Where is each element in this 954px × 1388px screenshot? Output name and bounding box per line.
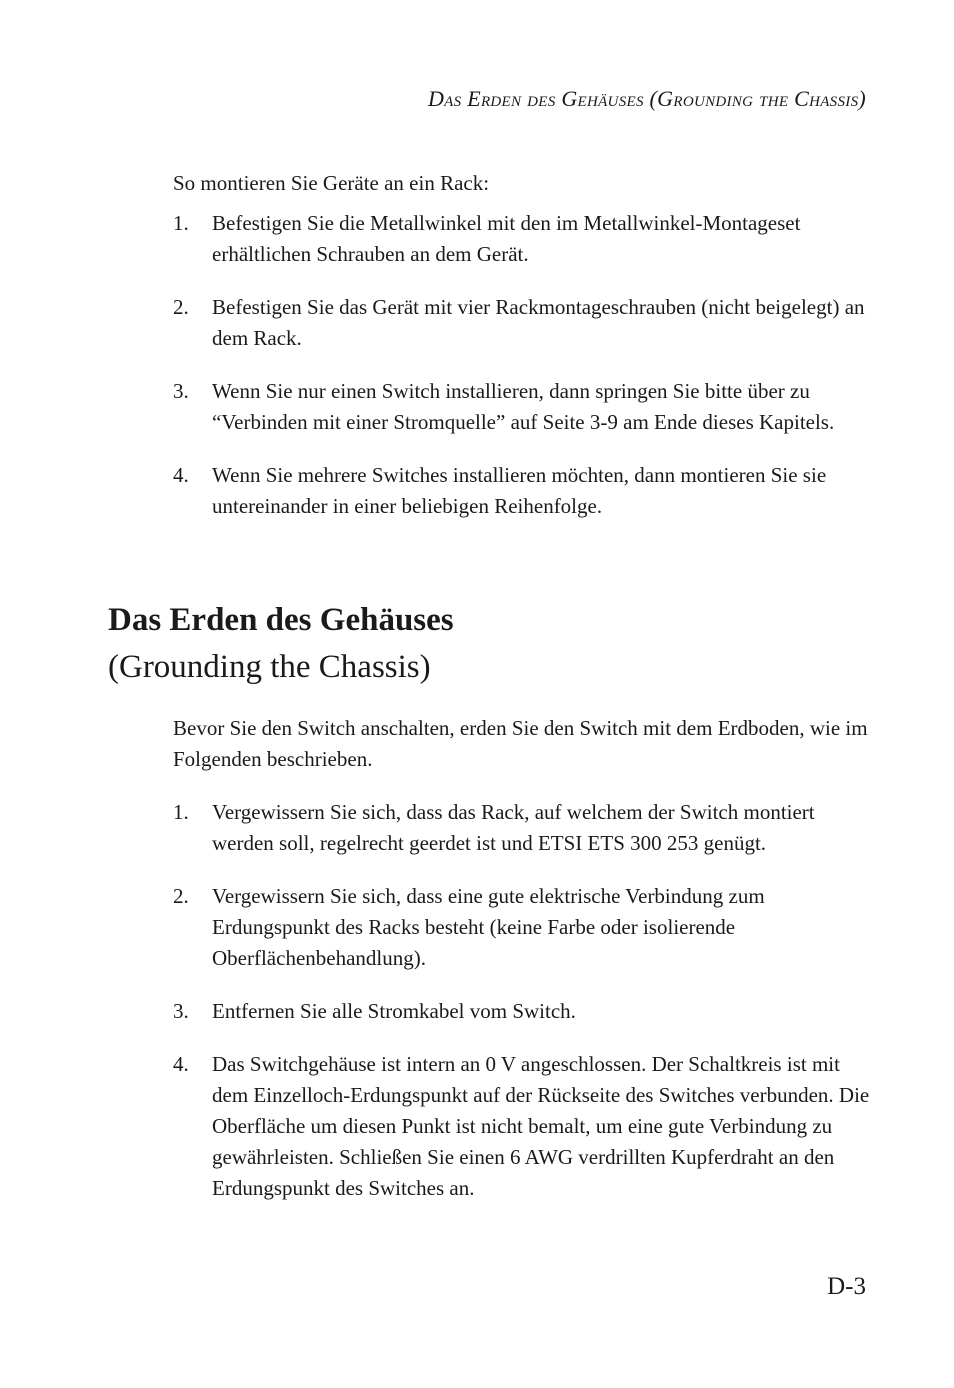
step-number: 3. xyxy=(173,999,189,1023)
list-item xyxy=(173,881,873,974)
list-item xyxy=(173,460,873,522)
section-title: Das Erden des Gehäuses xyxy=(108,602,454,638)
section2-steps xyxy=(173,797,873,1226)
list-item xyxy=(173,996,873,1027)
section-subtitle: (Grounding the Chassis) xyxy=(108,649,431,685)
running-head: Das Erden des Gehäuses (Grounding the Chassis) xyxy=(427,86,866,111)
step-text: Vergewissern Sie sich, dass eine gute elektrische Verbindung zum Erdungspunkt des Racks besteht (keine Farbe oder isolierende Oberflächenbehandlung). xyxy=(212,884,765,970)
section1-intro: So montieren Sie Geräte an ein Rack: xyxy=(173,171,490,195)
step-text: Wenn Sie mehrere Switches installieren möchten, dann montieren Sie sie untereinander in einer beliebigen Reihenfolge. xyxy=(212,463,827,518)
step-text: Vergewissern Sie sich, dass das Rack, auf welchem der Switch montiert werden soll, regelrecht geerdet ist und ETSI ETS 300 253 genügt. xyxy=(212,800,815,855)
list-item xyxy=(173,208,873,270)
list-item xyxy=(173,376,873,438)
step-number: 4. xyxy=(173,1052,189,1076)
step-text: Befestigen Sie die Metallwinkel mit den im Metallwinkel-Montageset erhältlichen Schrauben an dem Gerät. xyxy=(212,211,801,266)
step-number: 1. xyxy=(173,211,189,235)
step-number: 2. xyxy=(173,295,189,319)
list-item xyxy=(173,797,873,859)
list-item xyxy=(173,1049,873,1204)
step-text: Wenn Sie nur einen Switch installieren, dann springen Sie bitte über zu “Verbinden mit einer Stromquelle” auf Seite 3-9 am Ende dieses Kapitels. xyxy=(212,379,835,434)
list-item xyxy=(173,292,873,354)
step-text: Entfernen Sie alle Stromkabel vom Switch. xyxy=(212,999,576,1023)
step-text: Befestigen Sie das Gerät mit vier Rackmontageschrauben (nicht beigelegt) an dem Rack. xyxy=(212,295,865,350)
page-number: D-3 xyxy=(827,1273,866,1300)
section2-intro: Bevor Sie den Switch anschalten, erden Sie den Switch mit dem Erdboden, wie im Folgenden beschrieben. xyxy=(173,716,868,771)
step-number: 3. xyxy=(173,379,189,403)
step-text: Das Switchgehäuse ist intern an 0 V angeschlossen. Der Schaltkreis ist mit dem Einzelloch-Erdungspunkt auf der Rückseite des Switches verbunden. Die Oberfläche um diesen Punkt ist nicht bemalt, um eine gute Verbindung zu gewährleisten. Schließen Sie einen 6 AWG verdrillten Kupferdraht an den Erdungspunkt des Switches an. xyxy=(212,1052,870,1200)
step-number: 4. xyxy=(173,463,189,487)
step-number: 1. xyxy=(173,800,189,824)
step-number: 2. xyxy=(173,884,189,908)
section1-steps xyxy=(173,208,873,544)
